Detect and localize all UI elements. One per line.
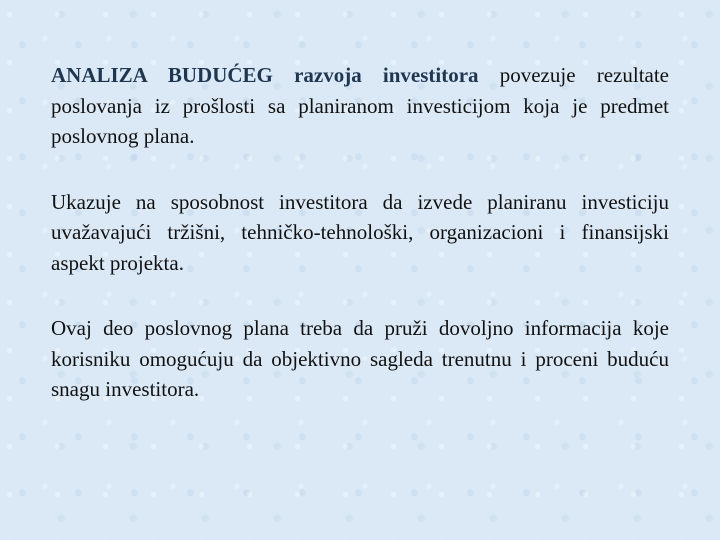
paragraph-lead-bold: ANALIZA BUDUĆEG razvoja investitora bbox=[51, 63, 479, 87]
paragraph-text: Ukazuje na sposobnost investitora da izvede planiranu investiciju uvažavajući tržišni, tehničko-tehnološki, organizacioni i finansijski aspekt projekta. bbox=[51, 189, 669, 275]
paragraph-analysis bbox=[51, 60, 669, 152]
paragraph-capability bbox=[51, 187, 669, 279]
paragraph-text: povezuje rezultate poslovanja iz prošlosti sa planiranom investicijom koja je predmet poslovnog plana. bbox=[51, 63, 669, 148]
slide-body bbox=[51, 60, 669, 440]
paragraph-text: Ovaj deo poslovnog plana treba da pruži dovoljno informacija koje korisniku omogućuju da objektivno sagleda trenutnu i proceni buduću snagu investitora. bbox=[51, 316, 669, 401]
paragraph-information bbox=[51, 313, 669, 405]
